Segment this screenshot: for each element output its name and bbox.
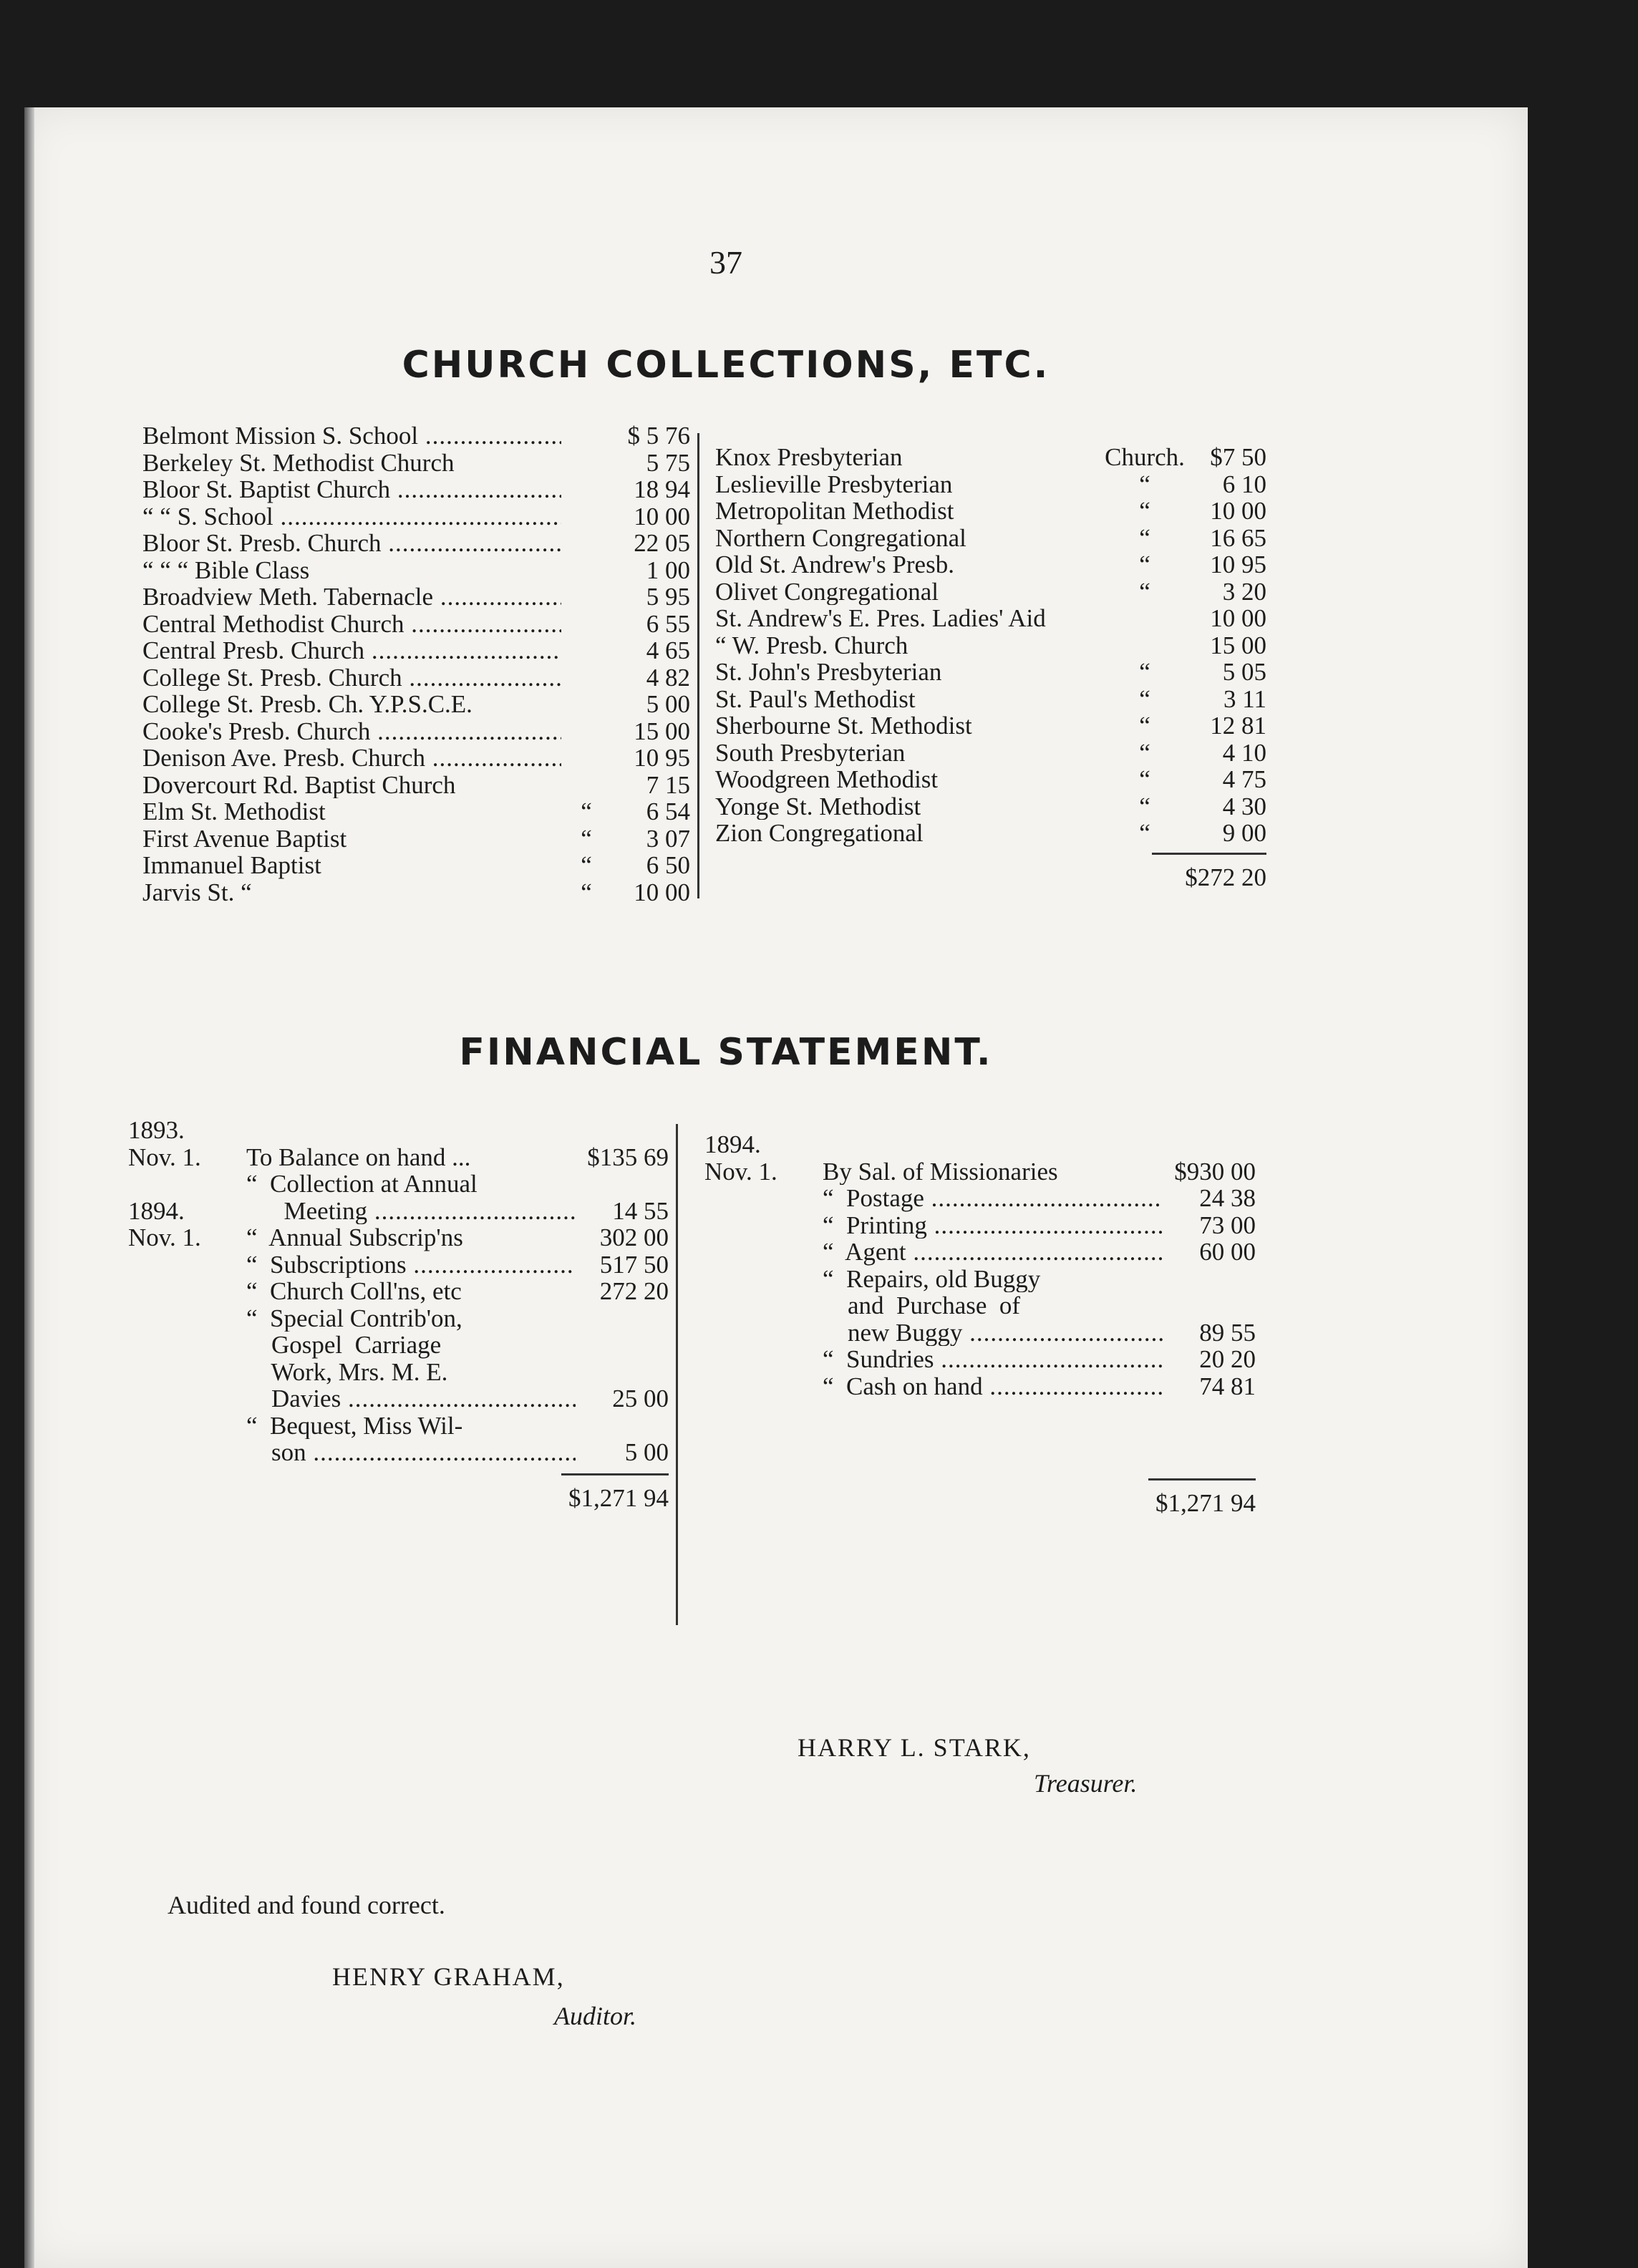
church-collections-heading: CHURCH COLLECTIONS, ETC.	[402, 344, 1050, 387]
ledger-amount: 517 50	[599, 1250, 669, 1279]
church-name: “ W. Presb. Church	[715, 631, 908, 659]
collection-amount: 4 75	[1222, 765, 1266, 793]
ledger-row	[704, 1292, 1256, 1319]
ledger-description: By Sal. of Missionaries	[823, 1158, 1058, 1185]
church-name: St. Paul's Methodist	[715, 685, 916, 712]
church-row	[715, 525, 1266, 552]
ledger-date: Nov. 1.	[128, 1143, 201, 1171]
church-name: Bloor St. Presb. Church .....	[142, 530, 561, 557]
collection-amount: 10 95	[634, 744, 690, 772]
ledger-row	[128, 1198, 669, 1225]
collection-amount: 6 55	[646, 609, 690, 638]
church-row	[142, 450, 690, 477]
church-name: Leslieville Presbyterian	[715, 470, 953, 498]
ledger-amount: 60 00	[1199, 1238, 1256, 1266]
collection-amount: 4 30	[1222, 792, 1266, 820]
ledger-amount: $930 00	[1174, 1157, 1256, 1186]
church-name: Belmont Mission S. School .....	[142, 422, 561, 450]
church-name: St. John's Presbyterian	[715, 659, 942, 686]
ledger-date: Nov. 1.	[128, 1223, 201, 1251]
ditto-mark: “	[1139, 497, 1150, 525]
church-name: “ “ “ Bible Class	[142, 556, 310, 583]
collection-amount: 10 00	[634, 502, 690, 530]
collection-amount: 3 11	[1223, 684, 1266, 713]
church-name: Sherbourne St. Methodist	[715, 712, 972, 740]
ledger-row	[704, 1319, 1256, 1347]
ledger-row	[128, 1439, 669, 1466]
church-row	[142, 583, 690, 611]
auditor-name: HENRY GRAHAM,	[332, 1962, 565, 1991]
ledger-row	[704, 1185, 1256, 1212]
church-row	[142, 772, 690, 799]
church-row	[715, 578, 1266, 606]
church-row	[142, 611, 690, 638]
audit-note: Audited and found correct.	[168, 1891, 445, 1919]
collection-amount: 10 00	[634, 878, 690, 906]
collection-amount: 15 00	[634, 717, 690, 745]
ledger-amount: $135 69	[587, 1143, 669, 1171]
church-row	[715, 820, 1266, 847]
total-rule	[1152, 853, 1266, 855]
ledger-description: “ Repairs, old Buggy	[823, 1265, 1041, 1292]
church-row	[142, 557, 690, 584]
collection-amount: 6 50	[646, 851, 690, 879]
church-total: $272 20	[1185, 863, 1266, 891]
total-rule	[1148, 1478, 1256, 1480]
church-name: Berkeley St. Methodist Church	[142, 449, 455, 476]
church-name: Zion Congregational	[715, 820, 924, 847]
church-row	[142, 691, 690, 718]
ledger-row	[704, 1131, 1256, 1158]
ledger-row	[128, 1412, 669, 1440]
church-row	[142, 530, 690, 557]
ledger-amount: 302 00	[599, 1223, 669, 1251]
church-row	[715, 712, 1266, 740]
ledger-row	[128, 1305, 669, 1332]
ledger-description: Gospel Carriage	[246, 1332, 442, 1359]
ledger-row	[704, 1373, 1256, 1400]
collection-amount: 12 81	[1210, 712, 1266, 740]
column-divider	[676, 1124, 678, 1625]
ditto-mark: “	[1139, 684, 1150, 713]
collection-amount: 5 00	[646, 690, 690, 718]
church-row	[142, 637, 690, 664]
ledger-description: “ Special Contrib'on,	[246, 1304, 462, 1332]
ledger-row	[128, 1144, 669, 1171]
ditto-mark: “	[1139, 712, 1150, 740]
ledger-date: Nov. 1.	[704, 1157, 777, 1186]
ledger-description: “ Agent .....	[823, 1239, 1163, 1266]
church-name: Central Methodist Church .....	[142, 611, 561, 638]
church-row	[142, 745, 690, 772]
ditto-mark: “	[1139, 765, 1150, 793]
church-name: Bloor St. Baptist Church .....	[142, 476, 561, 503]
church-row	[142, 664, 690, 692]
church-name: St. Andrew's E. Pres. Ladies' Aid	[715, 605, 1046, 632]
ditto-mark: “	[581, 798, 592, 825]
ditto-mark: “	[1139, 523, 1150, 552]
ledger-description: “ Postage .....	[823, 1185, 1163, 1212]
ledger-date: 1894.	[704, 1130, 761, 1158]
ledger-description: “ Bequest, Miss Wil-	[246, 1412, 463, 1439]
ledger-row	[704, 1239, 1256, 1266]
church-name: Northern Congregational	[715, 524, 966, 551]
ledger-date: 1894.	[128, 1196, 185, 1225]
church-row	[715, 551, 1266, 578]
church-name: Metropolitan Methodist	[715, 498, 954, 525]
collection-amount: 10 95	[1210, 551, 1266, 578]
collection-amount: 4 65	[646, 636, 690, 664]
ledger-description: “ Sundries .....	[823, 1346, 1163, 1373]
ledger-description: son .....	[246, 1439, 576, 1466]
ledger-row	[704, 1346, 1256, 1373]
collection-amount: 22 05	[634, 529, 690, 557]
ledger-description: Work, Mrs. M. E.	[246, 1358, 448, 1385]
ledger-amount: 73 00	[1199, 1211, 1256, 1239]
church-name: Central Presb. Church .....	[142, 637, 561, 664]
financial-statement-heading: FINANCIAL STATEMENT.	[459, 1031, 993, 1074]
ditto-mark: “	[581, 878, 592, 906]
collection-amount: $ 5 76	[627, 422, 690, 450]
church-name: Dovercourt Rd. Baptist Church	[142, 771, 456, 798]
church-name: Immanuel Baptist	[142, 852, 321, 879]
ledger-row	[128, 1224, 669, 1251]
church-row	[715, 740, 1266, 767]
church-row	[715, 632, 1266, 659]
ledger-row	[704, 1212, 1256, 1239]
ditto-mark: “	[1139, 738, 1150, 767]
collection-amount: 5 05	[1222, 658, 1266, 686]
church-name: Elm St. Methodist	[142, 798, 326, 825]
church-row	[715, 793, 1266, 820]
church-row	[142, 476, 690, 503]
ledger-date: 1893.	[128, 1116, 185, 1144]
ledger-amount: 74 81	[1199, 1372, 1256, 1400]
treasurer-name: HARRY L. STARK,	[798, 1733, 1031, 1762]
ledger-description: and Purchase of	[823, 1292, 1021, 1319]
collection-amount: 15 00	[1210, 631, 1266, 659]
receipts-column	[128, 1117, 669, 1513]
ledger-row	[128, 1251, 669, 1279]
ledger-description: “ Cash on hand .....	[823, 1373, 1163, 1400]
expenditures-column	[704, 1131, 1256, 1518]
church-row	[142, 718, 690, 745]
ledger-row	[128, 1171, 669, 1198]
collection-amount: 6 10	[1222, 470, 1266, 498]
treasurer-title: Treasurer.	[1034, 1769, 1138, 1798]
church-name: Knox Presbyterian	[715, 444, 903, 471]
church-name: Denison Ave. Presb. Church .....	[142, 745, 561, 772]
collection-amount: 4 10	[1222, 738, 1266, 767]
church-row	[142, 422, 690, 450]
ledger-description: To Balance on hand ...	[246, 1143, 471, 1171]
ditto-mark: “	[1139, 658, 1150, 686]
church-name: Cooke's Presb. Church .....	[142, 718, 561, 745]
church-list-right	[715, 444, 1266, 892]
ledger-amount: 25 00	[612, 1385, 669, 1412]
ledger-description: “ Subscriptions .....	[246, 1251, 576, 1279]
ledger-description: “ Church Coll'ns, etc	[246, 1278, 462, 1305]
collection-amount: 1 00	[646, 556, 690, 584]
church-name: Yonge St. Methodist	[715, 793, 921, 820]
ledger-amount: 5 00	[624, 1438, 669, 1466]
ledger-row	[128, 1359, 669, 1386]
church-row	[142, 852, 690, 879]
church-row	[715, 766, 1266, 793]
church-name: Olivet Congregational	[715, 578, 939, 605]
collection-amount: 3 07	[646, 824, 690, 853]
church-row	[715, 659, 1266, 686]
ditto-mark: “	[1139, 792, 1150, 820]
church-name: College St. Presb. Church .....	[142, 664, 561, 692]
collection-amount: 4 82	[646, 663, 690, 692]
church-name: Broadview Meth. Tabernacle .....	[142, 583, 561, 611]
church-row	[142, 798, 690, 825]
ledger-amount: 272 20	[599, 1277, 669, 1305]
ditto-mark: “	[1139, 470, 1150, 498]
ledger-description: Meeting .....	[246, 1198, 576, 1225]
collection-amount: 10 00	[1210, 497, 1266, 525]
ledger-total: $1,271 94	[1155, 1489, 1256, 1517]
church-row	[142, 879, 690, 906]
ditto-mark: “	[1139, 819, 1150, 847]
church-name: First Avenue Baptist	[142, 825, 347, 852]
ledger-total: $1,271 94	[568, 1483, 669, 1512]
church-name: “ “ S. School .....	[142, 503, 561, 530]
ledger-description: Davies .....	[246, 1385, 576, 1412]
ledger-amount: 24 38	[1199, 1184, 1256, 1212]
ledger-description: new Buggy .....	[823, 1319, 1163, 1347]
collection-amount: 10 00	[1210, 604, 1266, 632]
document-page	[24, 107, 1528, 2268]
church-name: South Presbyterian	[715, 739, 906, 766]
ditto-mark: “	[581, 824, 592, 853]
ditto-mark: “	[1139, 551, 1150, 578]
ledger-amount: 20 20	[1199, 1345, 1256, 1373]
collection-amount: 16 65	[1210, 523, 1266, 552]
church-row	[715, 686, 1266, 713]
ledger-amount: 89 55	[1199, 1318, 1256, 1347]
church-name: Old St. Andrew's Presb.	[715, 551, 954, 578]
ledger-row	[704, 1158, 1256, 1186]
collection-amount: 3 20	[1222, 577, 1266, 606]
church-list-left	[142, 422, 690, 906]
church-row	[715, 498, 1266, 525]
collection-amount: $7 50	[1210, 443, 1266, 471]
collection-amount: 6 54	[646, 798, 690, 825]
collection-amount: 5 75	[646, 448, 690, 477]
total-rule	[561, 1473, 669, 1475]
church-name: College St. Presb. Ch. Y.P.S.C.E.	[142, 691, 472, 718]
collection-amount: 18 94	[634, 475, 690, 503]
column-divider	[697, 433, 699, 898]
ledger-row	[128, 1385, 669, 1412]
ledger-row	[128, 1332, 669, 1359]
church-row	[715, 605, 1266, 632]
collection-amount: 7 15	[646, 770, 690, 799]
ledger-description: “ Printing .....	[823, 1212, 1163, 1239]
ledger-row	[128, 1117, 669, 1144]
ditto-mark: Church.	[1105, 443, 1185, 471]
church-row	[715, 471, 1266, 498]
church-row	[142, 825, 690, 853]
page-number: 37	[709, 244, 742, 281]
auditor-title: Auditor.	[554, 2002, 637, 2030]
collection-amount: 5 95	[646, 583, 690, 611]
collection-amount: 9 00	[1222, 819, 1266, 847]
church-row	[715, 444, 1266, 471]
church-row	[142, 503, 690, 530]
ledger-description: “ Annual Subscrip'ns	[246, 1224, 463, 1251]
ledger-amount: 14 55	[612, 1196, 669, 1225]
ledger-row	[704, 1266, 1256, 1293]
ditto-mark: “	[581, 851, 592, 879]
ditto-mark: “	[1139, 577, 1150, 606]
ledger-row	[128, 1278, 669, 1305]
church-name: Woodgreen Methodist	[715, 766, 939, 793]
book-spine	[24, 107, 34, 2268]
church-name: Jarvis St. “	[142, 878, 252, 906]
ledger-description: “ Collection at Annual	[246, 1171, 478, 1198]
